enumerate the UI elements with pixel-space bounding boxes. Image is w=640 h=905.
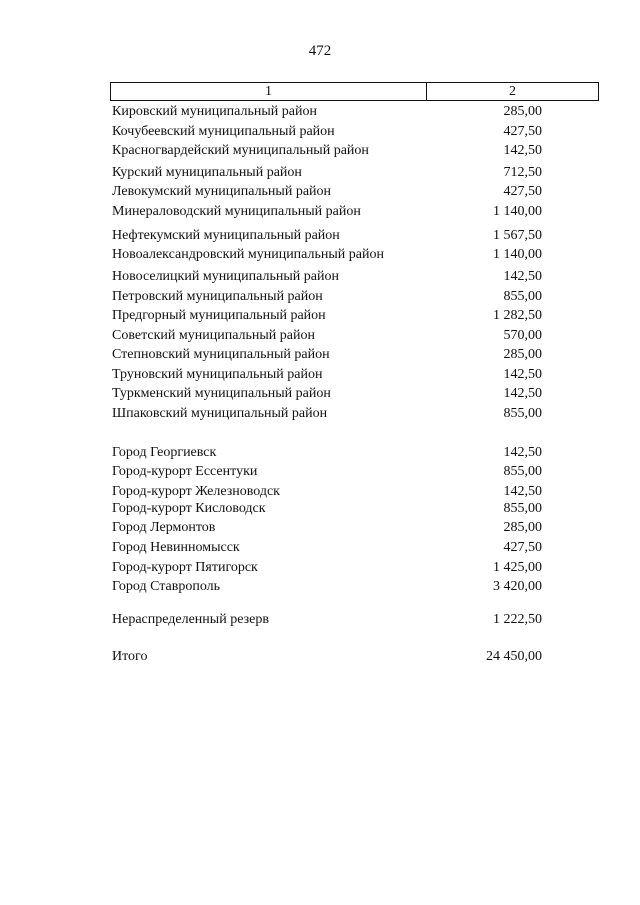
row-name: Город Лермонтов [112,520,216,535]
row-value: 1 140,00 [493,204,542,219]
table-row [112,385,542,403]
table-row [112,246,542,264]
table-row [112,405,542,423]
table-header [110,82,599,101]
row-name: Кировский муниципальный район [112,104,317,119]
row-name: Нефтекумский муниципальный район [112,228,340,243]
row-name: Курский муниципальный район [112,165,302,180]
row-value: 712,50 [503,165,542,180]
table-row [112,463,542,481]
table-row [112,227,542,245]
row-name: Левокумский муниципальный район [112,184,332,199]
table-row [112,288,542,306]
row-value: 427,50 [503,540,542,555]
table-row [112,183,542,201]
row-name: Красногвардейский муниципальный район [112,143,369,158]
row-name: Новоселицкий муниципальный район [112,269,339,284]
row-value: 142,50 [503,269,542,284]
row-name: Город Георгиевск [112,445,217,460]
row-value: 3 420,00 [493,579,542,594]
row-value: 142,50 [503,445,542,460]
table-row [112,307,542,325]
table-row [112,268,542,286]
row-value: 855,00 [503,464,542,479]
table-row [112,539,542,557]
table-row [112,203,542,221]
row-value: 142,50 [503,367,542,382]
row-name: Шпаковский муниципальный район [112,406,328,421]
row-value: 24 450,00 [486,649,542,664]
row-name: Предгорный муниципальный район [112,308,326,323]
table-row [112,578,542,596]
table-row [112,164,542,182]
row-name: Город-курорт Кисловодск [112,501,266,516]
row-name: Кочубеевский муниципальный район [112,124,335,139]
row-name: Город Ставрополь [112,579,221,594]
table-row [112,483,542,501]
row-value: 570,00 [503,328,542,343]
row-name: Советский муниципальный район [112,328,315,343]
row-value: 142,50 [503,484,542,499]
table-row [112,444,542,462]
row-name: Туркменский муниципальный район [112,386,331,401]
row-value: 855,00 [503,501,542,516]
row-name: Город Невинномысск [112,540,240,555]
table-row [112,519,542,537]
page-number: 472 [308,43,332,59]
table-row [112,103,542,121]
table-row [112,327,542,345]
row-value: 427,50 [503,124,542,139]
row-value: 285,00 [503,347,542,362]
row-name: Труновский муниципальный район [112,367,323,382]
row-value: 142,50 [503,143,542,158]
row-name: Город-курорт Железноводск [112,484,280,499]
row-value: 427,50 [503,184,542,199]
row-name: Минераловодский муниципальный район [112,204,361,219]
row-value: 285,00 [503,104,542,119]
row-value: 1 282,50 [493,308,542,323]
row-value: 1 140,00 [493,247,542,262]
row-value: 855,00 [503,289,542,304]
row-name: Новоалександровский муниципальный район [112,247,384,262]
table-row [112,366,542,384]
row-name: Город-курорт Ессентуки [112,464,258,479]
row-value: 285,00 [503,520,542,535]
table-row [112,559,542,577]
column-header-1: 1 [111,83,427,100]
table-row [112,142,542,160]
table-row [112,346,542,364]
row-name: Город-курорт Пятигорск [112,560,258,575]
total-row [112,648,542,666]
row-name: Степновский муниципальный район [112,347,330,362]
row-name: Итого [112,649,148,664]
table-row [112,123,542,141]
table-row [112,500,542,518]
row-value: 1 425,00 [493,560,542,575]
column-header-2: 2 [509,83,516,99]
reserve-row [112,611,542,629]
row-value: 1 567,50 [493,228,542,243]
row-value: 142,50 [503,386,542,401]
row-name: Нераспределенный резерв [112,612,269,627]
row-name: Петровский муниципальный район [112,289,323,304]
row-value: 855,00 [503,406,542,421]
row-value: 1 222,50 [493,612,542,627]
